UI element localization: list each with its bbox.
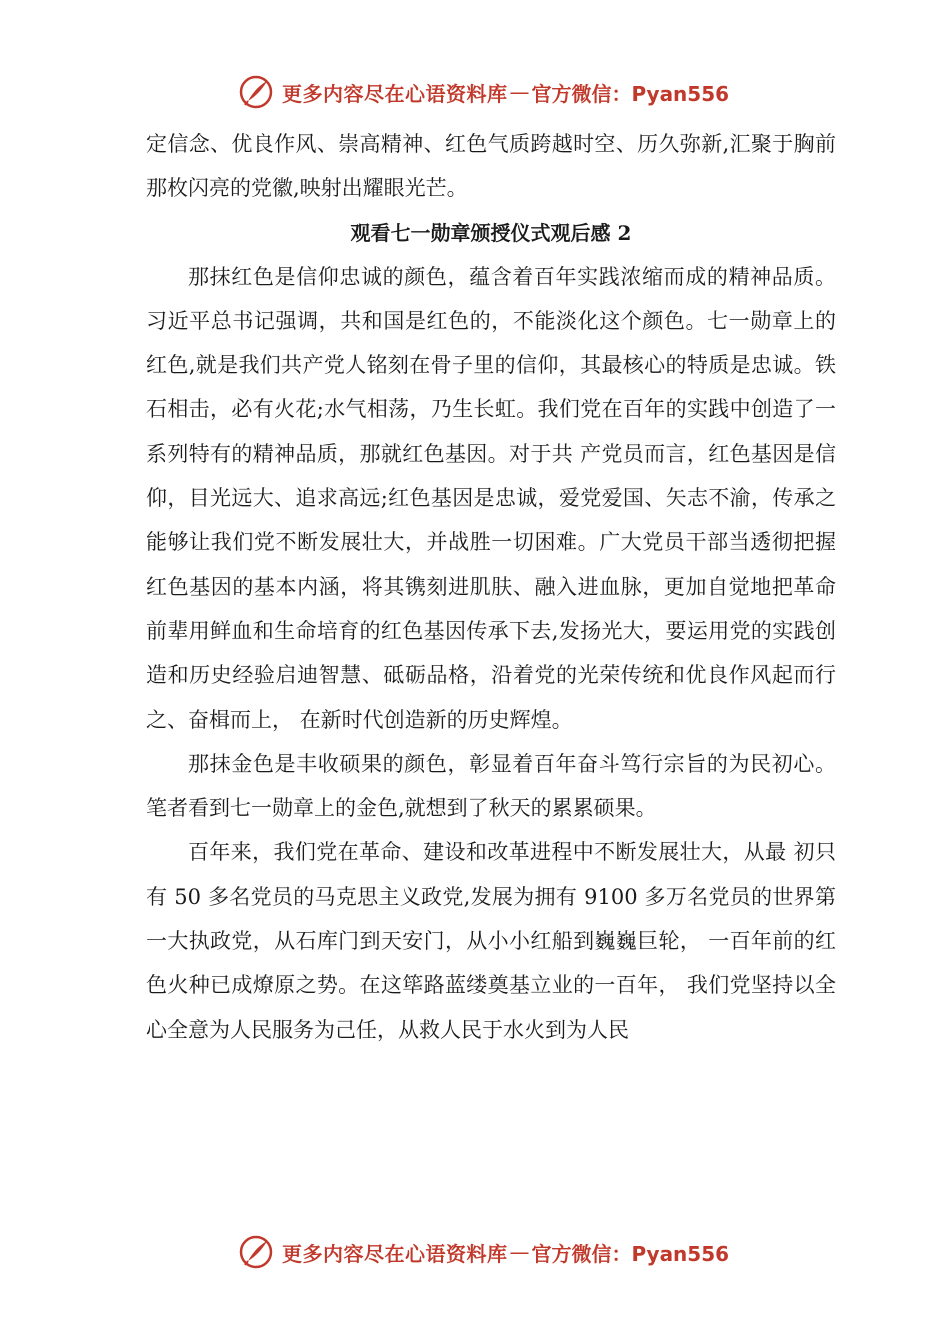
quill-logo-icon xyxy=(238,74,274,110)
paragraph-century: 百年来，我们党在革命、建设和改革进程中不断发展壮大，从最 初只有 50 多名党员的马克思主义政党,发展为拥有 9100 多万名党员的世界第一大执政党，从石库门到天安门，从小小红船到巍巍巨轮， 一百年前的红色火种已成燎原之势。在这筚路蓝缕奠基立业的一百年， 我们党坚持以全心全意为人民服务为己任，从救人民于水火到为人民 xyxy=(146,840,836,1042)
header-wechat-text: 官方微信：Pyan556 xyxy=(531,81,730,106)
header-separator: — xyxy=(509,80,530,104)
document-body xyxy=(146,122,836,1052)
footer-banner xyxy=(238,1232,758,1272)
header-banner xyxy=(238,72,758,112)
paragraph-gold: 那抹金色是丰收硕果的颜色，彰显着百年奋斗笃行宗旨的为民初心。笔者看到七一勋章上的金色,就想到了秋天的累累硕果。 xyxy=(146,751,836,821)
footer-wechat-text: 官方微信：Pyan556 xyxy=(531,1241,730,1266)
footer-separator: — xyxy=(509,1240,530,1264)
quill-logo-icon xyxy=(238,1234,274,1270)
header-brand-text: 更多内容尽在心语资料库 xyxy=(282,81,508,106)
paragraph-red: 那抹红色是信仰忠诚的颜色，蕴含着百年实践浓缩而成的精神品质。习近平总书记强调，共和国是红色的，不能淡化这个颜色。七一勋章上的红色,就是我们共产党人铭刻在骨子里的信仰，其最核心的特质是忠诚。铁石相击，必有火花;水气相荡，乃生长虹。我们党在百年的实践中创造了一系列特有的精神品质，那就红色基因。对于共 产党员而言，红色基因是信仰，目光远大、追求高远;红色基因是忠诚，爱党爱国、矢志不渝，传承之能够让我们党不断发展壮大，并战胜一切困难。广大党员干部当透彻把握红色基因的基本内涵，将其镌刻进肌肤、融入进血脉，更加自觉地把革命前辈用鲜血和生命培育的红色基因传承下去,发扬光大，要运用党的实践创造和历史经验启迪智慧、砥砺品格，沿着党的光荣传统和优良作风起而行之、奋楫而上， 在新时代创造新的历史辉煌。 xyxy=(146,264,836,732)
footer-brand-text: 更多内容尽在心语资料库 xyxy=(282,1241,508,1266)
section-title: 观看七一勋章颁授仪式观后感 2 xyxy=(350,220,632,245)
continuation-paragraph: 定信念、优良作风、崇高精神、红色气质跨越时空、历久弥新,汇聚于胸前那枚闪亮的党徽,映射出耀眼光芒。 xyxy=(146,132,836,201)
